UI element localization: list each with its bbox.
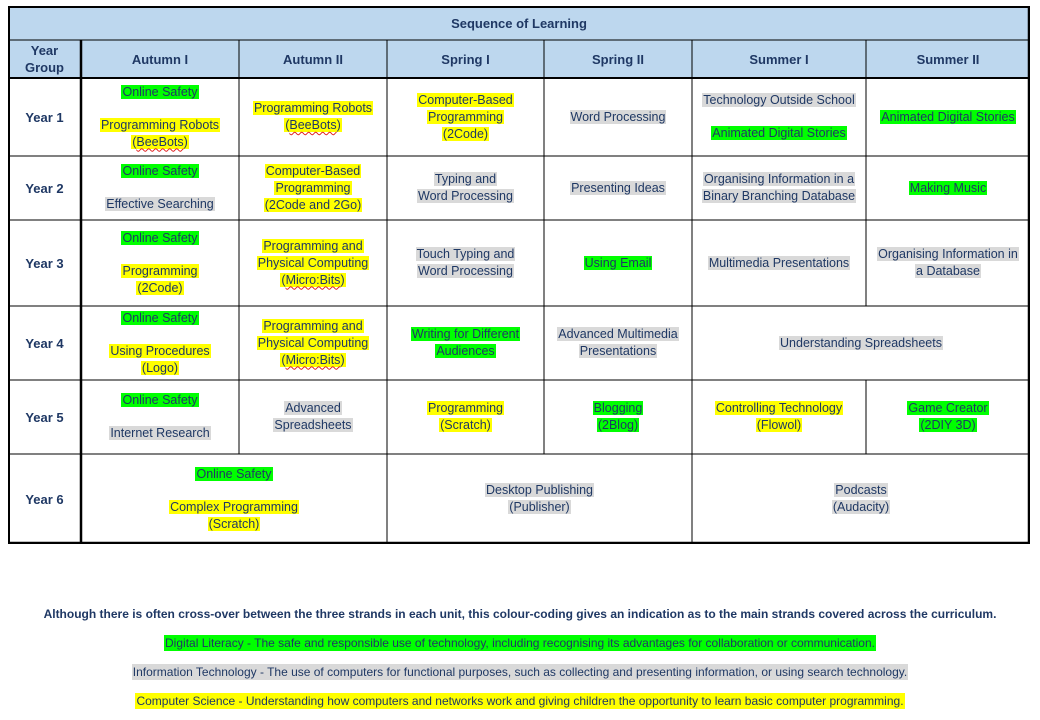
unit-text-computer-science: Programming and <box>263 318 363 333</box>
unit-line <box>208 516 261 533</box>
unit-text-digital-literacy: Making Music <box>909 180 987 195</box>
unit-text-digital-literacy: (2Blog) <box>597 418 639 432</box>
unit-line <box>417 188 514 205</box>
unit-text-computer-science: (BeeBots) <box>285 118 341 132</box>
unit-line <box>579 343 657 360</box>
unit-cell <box>81 78 239 156</box>
unit-line <box>485 482 594 499</box>
unit-cell <box>866 156 1030 220</box>
unit-line <box>434 171 497 188</box>
unit-line <box>435 343 495 360</box>
unit-line <box>131 134 189 151</box>
unit-text-information-technology: Word Processing <box>418 189 513 203</box>
unit-line <box>280 272 345 289</box>
unit-text-computer-science: (Scratch) <box>208 516 260 531</box>
unit-text-digital-literacy: Animated Digital Stories <box>881 109 1015 124</box>
table-title: Sequence of Learning <box>8 6 1030 40</box>
unit-text-digital-literacy: Blogging <box>593 401 643 415</box>
unit-text-digital-literacy: Writing for Different <box>411 327 520 341</box>
unit-line <box>141 360 179 377</box>
unit-text-information-technology: Advanced <box>285 401 341 415</box>
unit-text-digital-literacy: Online Safety <box>122 164 198 178</box>
unit-line <box>877 246 1019 263</box>
unit-line <box>416 246 516 263</box>
year-group-header <box>8 40 81 78</box>
unit-line <box>584 255 653 272</box>
unit-text-information-technology: Presenting Ideas <box>571 180 665 195</box>
unit-line <box>597 417 639 434</box>
unit-text-digital-literacy: Game Creator <box>908 401 988 415</box>
unit-line <box>109 425 210 442</box>
unit-text-information-technology: Multimedia Presentations <box>708 255 850 270</box>
unit-text-information-technology: Internet Research <box>110 426 210 440</box>
unit-text-computer-science: (Scratch) <box>440 418 491 432</box>
unit-text-computer-science: Programming <box>427 401 504 415</box>
unit-line <box>834 482 887 499</box>
unit-line <box>100 117 220 134</box>
unit-cell <box>81 380 239 454</box>
spellcheck-underline: Micro:Bits <box>285 352 341 367</box>
unit-text-computer-science: (BeeBots) <box>132 134 188 149</box>
unit-cell <box>81 454 387 544</box>
year-label: Year 4 <box>25 335 64 351</box>
unit-line <box>907 400 988 417</box>
unit-line <box>411 326 520 343</box>
unit-text-digital-literacy: Animated Digital Stories <box>712 126 846 140</box>
spellcheck-underline: BeeBots <box>136 134 184 149</box>
unit-line <box>169 499 299 516</box>
year-group-header-line2: Group <box>25 60 64 75</box>
unit-line <box>121 263 198 280</box>
unit-text-information-technology: Presentations <box>579 344 657 358</box>
unit-text-information-technology: Organising Information in <box>878 247 1018 261</box>
unit-text-information-technology: (Publisher) <box>509 500 570 514</box>
unit-text-computer-science: (Micro:Bits) <box>281 272 345 287</box>
unit-text-digital-literacy: Online Safety <box>122 230 198 245</box>
unit-line <box>105 196 214 213</box>
unit-text-computer-science: Programming Robots <box>253 101 373 115</box>
unit-line <box>257 255 369 272</box>
unit-line <box>708 255 850 272</box>
term-header-spring-1: Spring I <box>387 40 544 78</box>
unit-cell <box>692 306 1030 380</box>
unit-line <box>711 125 846 142</box>
unit-line <box>715 400 843 417</box>
unit-text-digital-literacy: Online Safety <box>122 393 198 407</box>
unit-cell <box>692 78 866 156</box>
year-label: Year 5 <box>25 409 64 425</box>
unit-line <box>570 109 667 126</box>
unit-line <box>264 197 363 214</box>
unit-cell <box>692 156 866 220</box>
legend-information-technology <box>0 658 1040 687</box>
unit-text-computer-science: Programming <box>427 109 504 124</box>
unit-text-computer-science: Programming <box>275 180 351 195</box>
year-label: Year 3 <box>25 255 64 271</box>
unit-text-information-technology: Spreadsheets <box>274 418 352 432</box>
unit-text-information-technology: Advanced Multimedia <box>558 327 678 341</box>
unit-text-information-technology: a Database <box>916 264 980 278</box>
unit-text-information-technology: Binary Branching Database <box>702 189 856 203</box>
unit-line <box>109 343 210 360</box>
unit-line <box>756 417 802 434</box>
unit-line <box>274 180 351 197</box>
unit-cell <box>239 78 387 156</box>
unit-cell <box>692 380 866 454</box>
unit-text-digital-literacy: (2DIY 3D) <box>920 418 976 432</box>
legend-computer-science <box>0 687 1040 716</box>
unit-line <box>702 188 856 205</box>
unit-line <box>262 238 363 255</box>
unit-cell <box>544 78 692 156</box>
unit-line <box>257 335 369 352</box>
unit-line <box>273 417 352 434</box>
unit-line <box>121 163 198 180</box>
unit-line <box>919 417 976 434</box>
unit-text-digital-literacy: Audiences <box>436 344 495 358</box>
unit-cell <box>544 156 692 220</box>
unit-cell <box>544 380 692 454</box>
unit-line <box>779 335 943 352</box>
unit-text-computer-science: Computer-Based <box>418 92 513 107</box>
unit-cell <box>387 156 544 220</box>
unit-line <box>121 84 198 101</box>
unit-line <box>284 400 342 417</box>
unit-line <box>880 109 1015 126</box>
unit-text-information-technology: Desktop Publishing <box>485 483 593 497</box>
spellcheck-underline: BeeBots <box>289 118 337 132</box>
unit-text-digital-literacy: Online Safety <box>122 310 198 325</box>
unit-line <box>593 400 644 417</box>
unit-line <box>915 263 981 280</box>
unit-cell <box>239 380 387 454</box>
legend-digital-literacy <box>0 629 1040 658</box>
spellcheck-underline: Micro:Bits <box>285 272 341 287</box>
unit-text-computer-science: Physical Computing <box>257 255 369 270</box>
term-header-spring-2: Spring II <box>544 40 692 78</box>
unit-text-digital-literacy: Online Safety <box>196 466 272 481</box>
unit-text-computer-science: Complex Programming <box>170 499 298 514</box>
unit-cell <box>387 220 544 306</box>
sequence-table <box>8 6 1030 544</box>
unit-cell <box>387 454 692 544</box>
unit-cell <box>239 156 387 220</box>
unit-line <box>136 280 183 297</box>
unit-line <box>417 263 514 280</box>
unit-cell <box>387 78 544 156</box>
unit-line <box>832 499 890 516</box>
unit-cell <box>544 306 692 380</box>
unit-line <box>284 117 342 134</box>
unit-line <box>909 180 987 197</box>
unit-cell <box>81 306 239 380</box>
unit-text-computer-science: (Logo) <box>141 360 179 375</box>
unit-cell <box>692 220 866 306</box>
unit-line <box>439 417 492 434</box>
unit-text-computer-science: (Flowol) <box>756 418 802 432</box>
unit-text-information-technology: Word Processing <box>418 264 513 278</box>
unit-line <box>417 92 514 109</box>
unit-text-computer-science: Computer-Based <box>265 163 361 178</box>
unit-text-computer-science: (2Code) <box>137 280 183 295</box>
year-group-header-line1: Year <box>30 43 59 58</box>
unit-text-computer-science: Physical Computing <box>257 335 369 350</box>
unit-line <box>121 310 198 327</box>
unit-cell <box>239 306 387 380</box>
unit-line <box>702 92 855 109</box>
year-label: Year 1 <box>25 109 64 125</box>
unit-cell <box>866 380 1030 454</box>
unit-text-information-technology: Typing and <box>434 172 497 186</box>
unit-line <box>442 126 489 143</box>
unit-line <box>427 400 504 417</box>
unit-text-computer-science: Programming and <box>263 238 363 253</box>
unit-text-information-technology: Word Processing <box>570 109 666 124</box>
unit-text-computer-science: (2Code and 2Go) <box>264 197 362 212</box>
term-header-autumn-1: Autumn I <box>81 40 239 78</box>
unit-text-computer-science: (2Code) <box>442 126 489 141</box>
unit-text-digital-literacy: Online Safety <box>122 84 198 99</box>
unit-text-information-technology: Understanding Spreadsheets <box>780 335 942 350</box>
unit-text-information-technology: Organising Information in a <box>703 172 855 186</box>
term-header-autumn-2: Autumn II <box>239 40 387 78</box>
unit-cell <box>81 220 239 306</box>
legend-intro: Although there is often cross-over between the three strands in each unit, this colour-coding gives an indication as to the main strands covered across the curriculum. <box>43 607 997 621</box>
unit-text-information-technology: (Audacity) <box>832 500 890 514</box>
unit-cell <box>387 380 544 454</box>
unit-line <box>280 352 345 369</box>
unit-text-computer-science: Using Procedures <box>110 343 210 358</box>
term-header-summer-1: Summer I <box>692 40 866 78</box>
unit-line <box>121 392 198 409</box>
unit-text-information-technology: Effective Searching <box>106 197 214 211</box>
unit-text-computer-science: Programming Robots <box>100 117 220 132</box>
year-label: Year 6 <box>25 491 64 507</box>
year-label: Year 2 <box>25 180 64 196</box>
unit-line <box>121 230 198 247</box>
unit-cell <box>692 454 1030 544</box>
unit-line <box>557 326 679 343</box>
unit-line <box>195 466 272 483</box>
unit-line <box>253 100 373 117</box>
unit-line <box>508 499 570 516</box>
legend-information-technology-text: Information Technology - The use of computers for functional purposes, such as collecting and presenting information, or using search technology. <box>132 665 908 679</box>
strand-legend <box>0 600 1040 716</box>
unit-cell <box>239 220 387 306</box>
unit-text-information-technology: Podcasts <box>835 483 887 497</box>
unit-cell <box>866 220 1030 306</box>
legend-computer-science-text: Computer Science - Understanding how computers and networks work and giving children the opportunity to learn basic computer programming. <box>136 694 904 708</box>
unit-text-information-technology: Technology Outside School <box>703 93 855 107</box>
unit-text-computer-science: Programming <box>122 263 198 278</box>
unit-line <box>570 180 666 197</box>
unit-cell <box>387 306 544 380</box>
unit-line <box>703 171 855 188</box>
unit-text-computer-science: Controlling Technology <box>715 401 843 415</box>
unit-line <box>262 318 363 335</box>
unit-line <box>427 109 504 126</box>
legend-digital-literacy-text: Digital Literacy - The safe and responsible use of technology, including recognising its advantages for collaboration or communication. <box>165 636 875 650</box>
unit-text-computer-science: (Micro:Bits) <box>281 352 345 367</box>
unit-text-digital-literacy: Using Email <box>584 255 652 270</box>
term-header-summer-2: Summer II <box>866 40 1030 78</box>
unit-line <box>265 163 362 180</box>
unit-cell <box>866 78 1030 156</box>
unit-cell <box>544 220 692 306</box>
unit-text-information-technology: Touch Typing and <box>416 247 515 261</box>
unit-cell <box>81 156 239 220</box>
